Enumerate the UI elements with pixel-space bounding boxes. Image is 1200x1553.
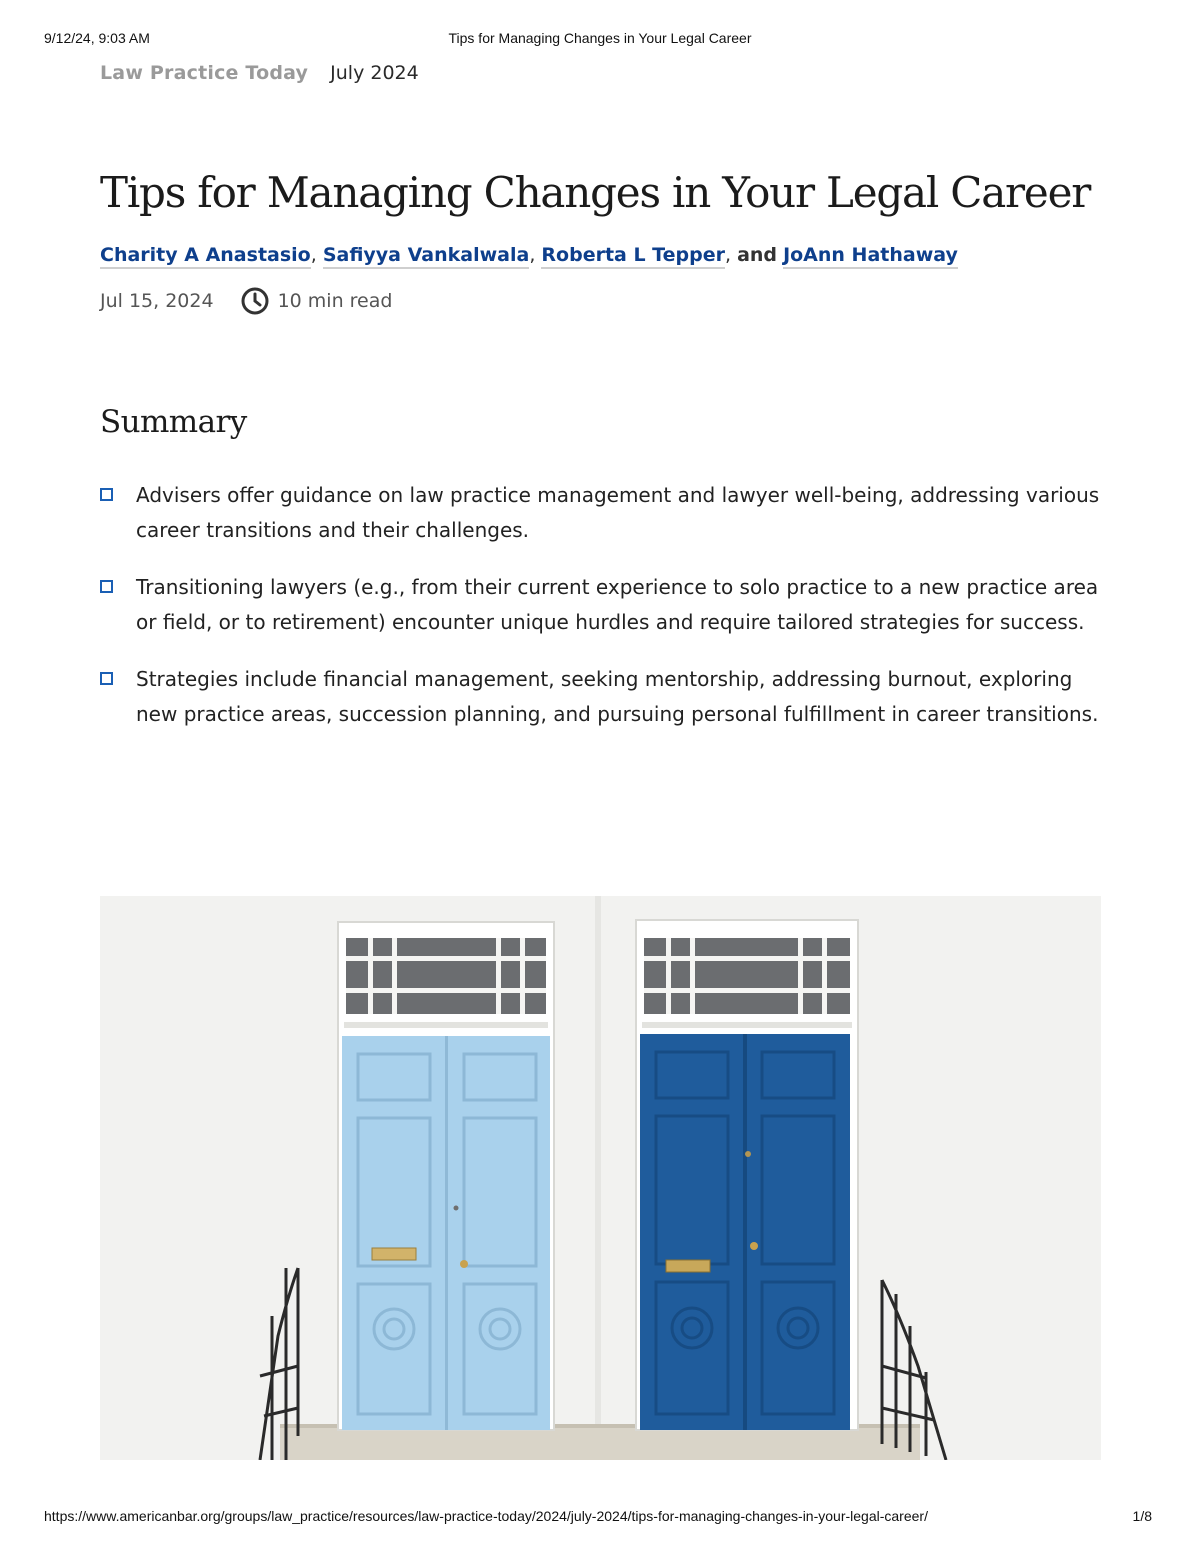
publication-link[interactable]: Law Practice Today	[100, 62, 309, 84]
square-bullet-icon	[100, 488, 113, 501]
square-bullet-icon	[100, 672, 113, 685]
author-link[interactable]: Safiyya Vankalwala	[323, 244, 530, 269]
print-page-number: 1/8	[1132, 1508, 1152, 1524]
article	[100, 62, 1100, 754]
summary-point	[100, 662, 1100, 732]
print-page-title: Tips for Managing Changes in Your Legal Career	[448, 30, 752, 46]
read-time: 10 min read	[277, 290, 393, 312]
hero-image	[100, 896, 1101, 1460]
author-link[interactable]: JoAnn Hathaway	[783, 244, 958, 269]
print-url: https://www.americanbar.org/groups/law_practice/resources/law-practice-today/2024/july-2024/tips-for-managing-changes-in-your-legal-career/	[44, 1508, 928, 1524]
summary-list	[100, 478, 1100, 732]
author-link[interactable]: Roberta L Tepper	[541, 244, 725, 269]
print-timestamp: 9/12/24, 9:03 AM	[44, 30, 150, 46]
square-bullet-icon	[100, 580, 113, 593]
summary-heading: Summary	[100, 404, 247, 440]
publish-date: Jul 15, 2024	[100, 290, 214, 312]
byline	[100, 244, 1100, 266]
author-link[interactable]: Charity A Anastasio	[100, 244, 311, 269]
article-meta	[100, 286, 1100, 316]
author-conjunction: and	[737, 244, 778, 266]
clock-icon	[240, 286, 270, 316]
issue-link[interactable]: July 2024	[330, 62, 419, 84]
summary-point	[100, 478, 1100, 548]
author-separator: ,	[310, 244, 317, 266]
summary-point-text: Advisers offer guidance on law practice management and lawyer well-being, addressing various career transitions and their challenges.	[136, 483, 1100, 542]
author-separator: ,	[724, 244, 732, 266]
summary-point-text: Strategies include financial management, seeking mentorship, addressing burnout, exploring new practice areas, succession planning, and pursuing personal fulfillment in career transitions.	[136, 667, 1099, 726]
author-separator: ,	[529, 244, 536, 266]
article-eyebrow	[100, 62, 1100, 98]
two-doors-illustration	[100, 896, 1101, 1460]
summary-point-text: Transitioning lawyers (e.g., from their current experience to solo practice to a new practice area or field, or to retirement) encounter unique hurdles and require tailored strategies for success.	[136, 575, 1099, 634]
article-title: Tips for Managing Changes in Your Legal Career	[100, 168, 1091, 217]
print-header	[40, 30, 1160, 50]
summary-point	[100, 570, 1100, 640]
print-footer	[40, 1508, 1160, 1528]
